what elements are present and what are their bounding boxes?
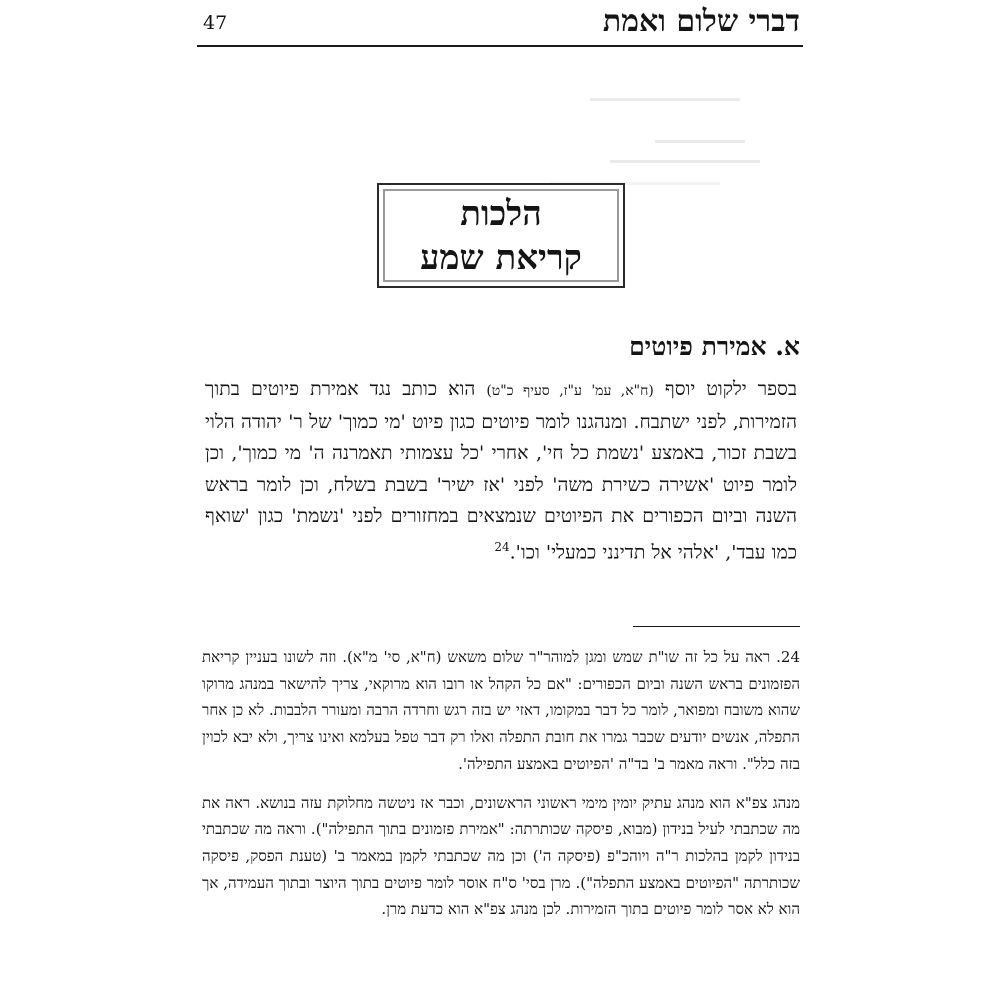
- bleed-through-mark: [655, 140, 745, 143]
- footnote-continuation: מנהג צפ"א הוא מנהג עתיק יומין מימי ראשוני הראשונים, וכבר אז ניטשה מחלוקת עזה בנושא. ראה את מה שכתבתי לעיל בנידון (מבוא, פיסקה שכותרתה: "אמירת פזמונים בתוך התפילה"). וראה מה שכתבתי בנידון לקמן בהלכות ר"ה ויוהכ"פ (פיסקה ה') וכן מה שכתבתי לקמן במאמר ב' (טענת הפסק, פיסקה שכותרתה "הפיוטים באמצע התפלה"). מרן בסי' ס"ח אוסר לומר פיוטים בתוך היוצר ובתוך העמידה, אך הוא לא אסר לומר פיוטים בתוך הזמירות. לכן מנהג צפ"א הוא כדעת מרן.: [202, 793, 800, 919]
- footnote-reference: 24: [494, 540, 510, 555]
- section-title-line-2: קריאת שמע: [420, 237, 582, 278]
- running-title: דברי שלום ואמת: [602, 4, 800, 39]
- section-title-line-1: הלכות: [460, 193, 542, 234]
- body-paragraph: [205, 374, 797, 569]
- paragraph-text: הוא כותב נגד אמירת פיוטים בתוך הזמירות, לפני ישתבח. ומנהגנו לומר פיוטים כגון פיוט 'מי כמוך' של ר' יהודה הלוי בשבת זכור, באמצע 'נשמת כל חי', אחרי 'כל עצמותי תאמרנה ה' מי כמוך', וכן לומר פיוט 'אשירה כשירת משה' לפני 'אז ישיר' בשבת בשלח, וכן לומר בראש השנה וביום הכפורים את הפיוטים שנמצאים במחזורים לפני 'נשמת' כגון 'שואף כמו עבד', 'אלהי אל תדינני כמעלי' וכו'.: [205, 378, 797, 564]
- page-number: 47: [203, 12, 228, 34]
- bleed-through-mark: [590, 98, 740, 101]
- footnote-24: 24. ראה על כל זה שו"ת שמש ומגן למוהר"ר שלום משאש (ח"א, סי' מ"א). וזה לשונו בעניין קריאת הפזמונים בראש השנה וביום הכפורים: "אם כל הקהל או רובו הוא מרוקאי, צריך להישאר במנהג מרוקו שהוא משובח ומפואר, לומר כל דבר במקומו, דאזי יש בזה רגש וחרדה הרבה ומעורר הלבבות. לא כן אחר התפלה, אנשים יודעים שכבר גמרו את חובת התפלה ואלו רק דבר טפל בעלמא ואינו צריך, ולא יבא לכוין בזה כלל". וראה מאמר ב' בד"ה 'הפיוטים באמצע התפילה'.: [202, 648, 800, 773]
- chapter-heading: א. אמירת פיוטים: [629, 332, 800, 361]
- paragraph-start: בספר ילקוט יוסף: [664, 378, 798, 400]
- footnotes-section: [202, 644, 800, 923]
- inline-citation: (ח"א, עמ' ע"ז, סעיף כ"ט): [486, 383, 654, 399]
- section-title-box: [377, 183, 625, 288]
- header-rule: [197, 45, 803, 47]
- bleed-through-mark: [610, 160, 760, 163]
- footnote-separator: [633, 626, 800, 627]
